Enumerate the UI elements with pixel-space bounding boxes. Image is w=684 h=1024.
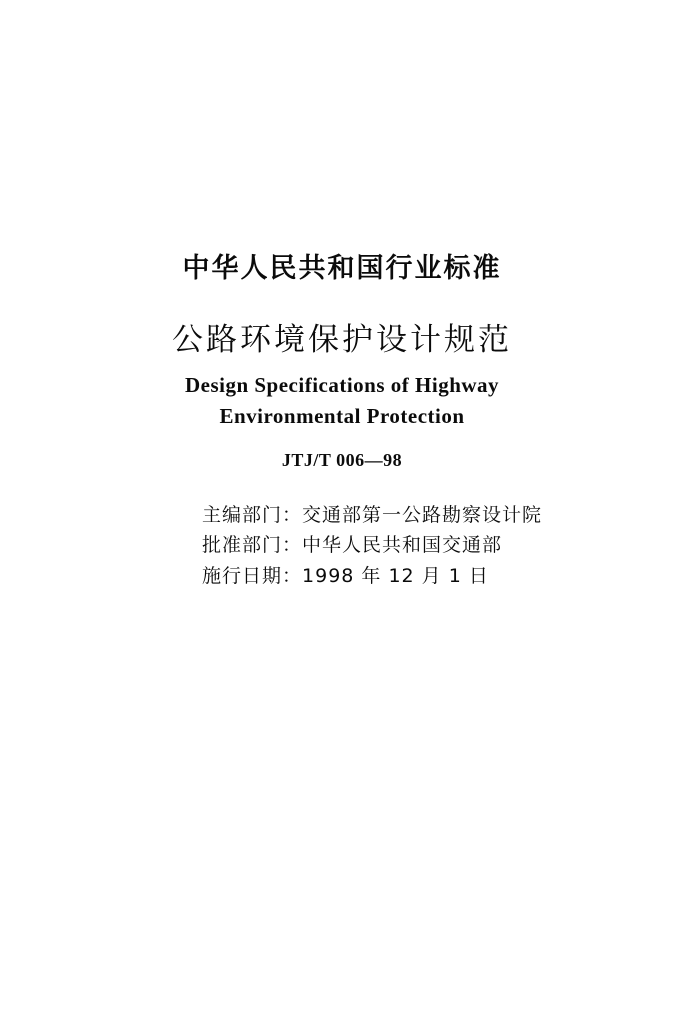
title-chinese: 公路环境保护设计规范 xyxy=(172,322,512,358)
approval-dept-value: 中华人民共和国交通部 xyxy=(302,534,503,556)
title-english-line-2: Environmental Protection xyxy=(219,404,465,428)
effective-date-row xyxy=(202,561,489,588)
standard-type: 中华人民共和国行业标准 xyxy=(182,253,502,284)
approval-dept-row xyxy=(202,530,502,557)
effective-date-label: 施行日期： xyxy=(202,565,303,587)
approval-dept-label: 批准部门： xyxy=(202,534,303,556)
standard-code: JTJ/T 006—98 xyxy=(281,450,403,470)
chief-editor-value: 交通部第一公路勘察设计院 xyxy=(302,504,543,526)
effective-date-value: 1998 年 12 月 1 日 xyxy=(302,565,489,587)
chief-editor-label: 主编部门： xyxy=(202,504,303,526)
title-english-line-1: Design Specifications of Highway xyxy=(184,373,500,397)
chief-editor-row xyxy=(202,500,542,527)
